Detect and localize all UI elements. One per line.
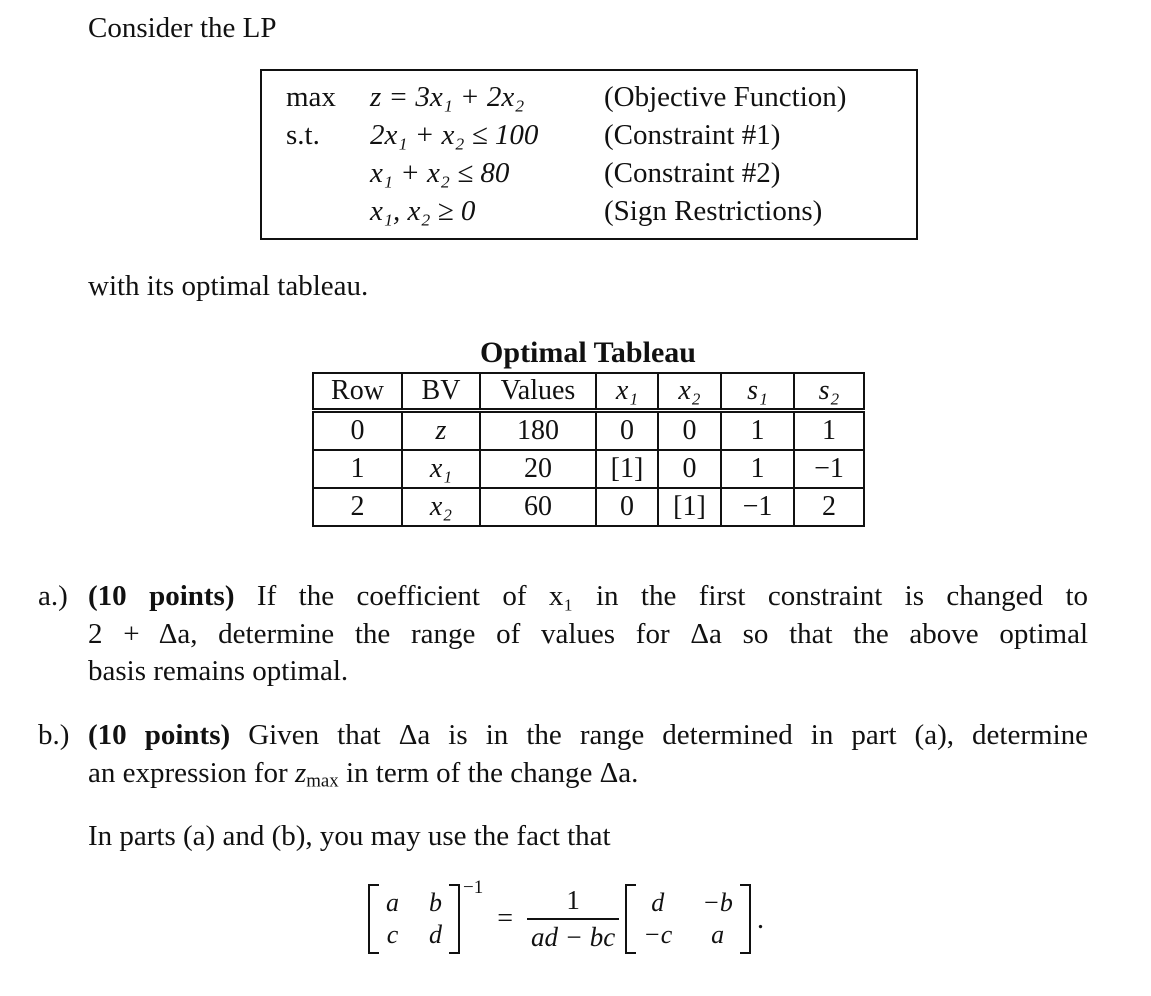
fraction [531,887,615,951]
table-cell: 60 [480,488,596,526]
table-cell: z [402,411,480,451]
part-a-label: a.) [38,580,68,612]
lp-formulation-box [260,69,918,240]
table-cell: 0 [658,411,721,451]
part-b-text: in term of the change Δa. [345,757,639,789]
column-header: x₁ [596,373,658,411]
matrix-entry: a [711,920,725,949]
part-a-line-2: 2 + Δa, determine the range of values for Δa so that the above optimal [88,618,1088,650]
matrix-entry: b [429,888,442,917]
lp-row-sign [262,197,916,233]
optimal-tableau [312,372,865,527]
matrix-entry: a [386,888,399,917]
column-header: Values [480,373,596,411]
column-header: s₁ [721,373,794,411]
after-lp-text: with its optimal tableau. [88,270,369,302]
matrix-entry: c [386,920,399,949]
matrix-lhs [368,884,460,954]
numerator: 1 [527,887,619,920]
table-row [313,450,864,488]
table-cell: 1 [794,411,864,451]
table-cell: 180 [480,411,596,451]
table-row [313,411,864,451]
table-cell: x₁ [402,450,480,488]
lp-expression: 2x₁ + x₂ ≤ 100 [370,119,539,151]
column-header: BV [402,373,480,411]
matrix-entry: d [651,888,665,917]
matrix-inverse-formula [368,877,765,954]
table-cell: 2 [794,488,864,526]
hint-text: In parts (a) and (b), you may use the fact that [88,820,611,852]
table-cell: 2 [313,488,402,526]
table-cell: 0 [313,411,402,451]
table-cell: −1 [721,488,794,526]
table-cell: x₂ [402,488,480,526]
equals-sign: = [497,903,514,934]
lp-label: (Sign Restrictions) [604,195,823,227]
part-b-line-1 [88,721,1088,750]
lp-row-constraint-1 [262,121,916,157]
z-subscript: max [306,770,339,792]
z-variable: z [294,757,307,789]
matrix-entry: d [429,920,442,949]
lp-keyword: s.t. [286,119,320,151]
period: . [756,902,765,935]
part-b-line-2 [88,759,638,792]
table-cell: 1 [721,411,794,451]
lp-row-constraint-2 [262,159,916,195]
part-b-points: (10 points) [88,719,231,751]
part-b-label: b.) [38,719,70,751]
denominator: ad − bc [531,922,616,952]
tableau-title: Optimal Tableau [480,336,696,369]
table-header-row [313,373,864,411]
lp-expression: z = 3x₁ + 2x₂ [370,81,525,113]
table-row [313,488,864,526]
lp-label: (Constraint #1) [604,119,781,151]
table-cell: −1 [794,450,864,488]
column-header: s₂ [794,373,864,411]
part-a-line-3: basis remains optimal. [88,655,349,687]
part-a-points: (10 points) [88,580,235,612]
table-cell: [1] [658,488,721,526]
matrix-entry: −c [643,920,673,949]
lp-label: (Objective Function) [604,81,847,113]
table-cell: 0 [596,411,658,451]
lp-expression: x₁, x₂ ≥ 0 [370,195,476,227]
lp-keyword: max [286,81,336,113]
part-a-text: If the coefficient of x₁ in the first constraint is changed to [256,580,1089,612]
table-cell: 0 [658,450,721,488]
lp-row-objective [262,83,916,119]
table-cell: 1 [721,450,794,488]
matrix-entry: −b [702,888,733,917]
lp-label: (Constraint #2) [604,157,781,189]
column-header: x₂ [658,373,721,411]
part-a-line-1 [88,582,1088,611]
exponent: −1 [463,877,484,898]
part-b-text: an expression for [88,757,288,789]
intro-text: Consider the LP [88,12,277,44]
part-b-text: Given that Δa is in the range determined in part (a), determine [248,719,1089,751]
table-cell: 20 [480,450,596,488]
table-cell: [1] [596,450,658,488]
matrix-rhs [625,884,751,954]
column-header: Row [313,373,402,411]
table-cell: 0 [596,488,658,526]
lp-expression: x₁ + x₂ ≤ 80 [370,157,510,189]
table-cell: 1 [313,450,402,488]
